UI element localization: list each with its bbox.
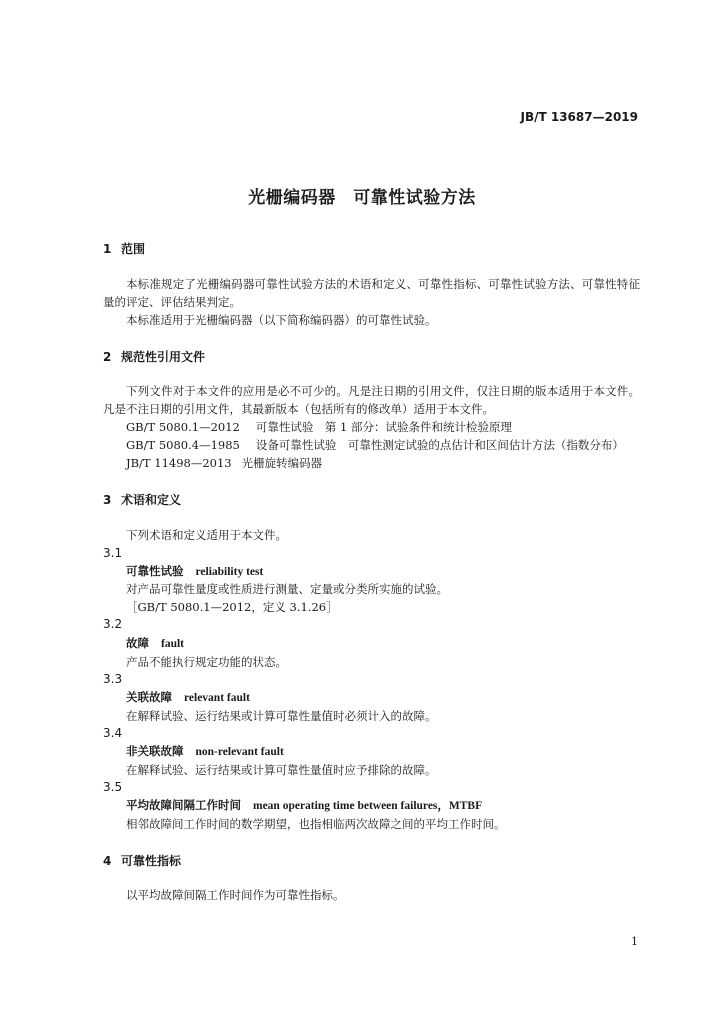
term-en: fault: [161, 638, 184, 650]
section-number: 3: [103, 493, 112, 507]
section-title: 术语和定义: [121, 493, 182, 507]
reference-title: 可靠性试验 第 1 部分：试验条件和统计检验原理: [255, 420, 512, 434]
section-title: 规范性引用文件: [121, 350, 206, 364]
section-heading-4: [103, 852, 181, 869]
term-en: relevant fault: [184, 692, 250, 704]
reference-title: 设备可靠性试验 可靠性测定试验的点估计和区间估计方法（指数分布）: [255, 438, 624, 452]
section-heading-2: [103, 348, 205, 365]
reference-item: [126, 418, 512, 436]
term-title: [126, 563, 263, 579]
section-1-paragraph-1: 本标准规定了光栅编码器可靠性试验方法的术语和定义、可靠性指标、可靠性试验方法、可靠性特征量的评定、评估结果判定。: [103, 277, 640, 309]
reference-code: JB/T 11498—2013: [126, 456, 232, 470]
term-en: reliability test: [195, 566, 264, 578]
term-title: [126, 689, 250, 705]
term-zh: 平均故障间隔工作时间: [126, 798, 241, 812]
section-2-paragraph-1: 下列文件对于本文件的应用是必不可少的。凡是注日期的引用文件，仅注日期的版本适用于本文件。凡是不注日期的引用文件，其最新版本（包括所有的修改单）适用于本文件。: [103, 384, 640, 416]
reference-item: [126, 454, 322, 472]
section-4-paragraph-1: 以平均故障间隔工作时间作为可靠性指标。: [126, 888, 345, 902]
term-number: 3.4: [103, 726, 123, 740]
page-number: 1: [631, 935, 638, 948]
term-zh: 可靠性试验: [126, 564, 184, 578]
section-1-paragraph-2: 本标准适用于光栅编码器（以下简称编码器）的可靠性试验。: [126, 313, 437, 327]
reference-item: [126, 436, 624, 454]
term-number: 3.3: [103, 672, 123, 686]
document-title: 光栅编码器 可靠性试验方法: [248, 188, 476, 208]
standard-code: JB/T 13687—2019: [520, 110, 638, 124]
section-title: 可靠性指标: [121, 854, 182, 868]
term-zh: 关联故障: [126, 690, 172, 704]
section-number: 1: [103, 242, 112, 256]
term-source: ［GB/T 5080.1—2012，定义 3.1.26］: [126, 600, 338, 614]
section-heading-1: [103, 240, 145, 257]
term-definition: 对产品可靠性量度或性质进行测量、定量或分类所实施的试验。: [126, 582, 448, 596]
term-number: 3.1: [103, 546, 123, 560]
term-number: 3.5: [103, 780, 123, 794]
term-definition: 产品不能执行规定功能的状态。: [126, 655, 287, 669]
section-number: 2: [103, 350, 112, 364]
term-zh: 故障: [126, 636, 149, 650]
term-en: non-relevant fault: [195, 746, 284, 758]
term-title: [126, 635, 184, 651]
term-zh: 非关联故障: [126, 744, 184, 758]
term-number: 3.2: [103, 617, 123, 631]
section-heading-3: [103, 491, 181, 508]
reference-title: 光栅旋转编码器: [241, 456, 323, 470]
section-number: 4: [103, 854, 112, 868]
reference-code: GB/T 5080.1—2012: [126, 420, 240, 434]
term-title: [126, 743, 284, 759]
term-definition: 在解释试验、运行结果或计算可靠性量值时应予排除的故障。: [126, 763, 437, 777]
term-definition: 相邻故障间工作时间的数学期望，也指相临两次故障之间的平均工作时间。: [126, 817, 506, 831]
term-definition: 在解释试验、运行结果或计算可靠性量值时必须计入的故障。: [126, 709, 437, 723]
term-en: mean operating time between failures，MTBF: [253, 800, 483, 812]
term-title: [126, 797, 482, 813]
reference-code: GB/T 5080.4—1985: [126, 438, 240, 452]
section-title: 范围: [121, 242, 146, 256]
section-3-intro: 下列术语和定义适用于本文件。: [126, 528, 287, 542]
